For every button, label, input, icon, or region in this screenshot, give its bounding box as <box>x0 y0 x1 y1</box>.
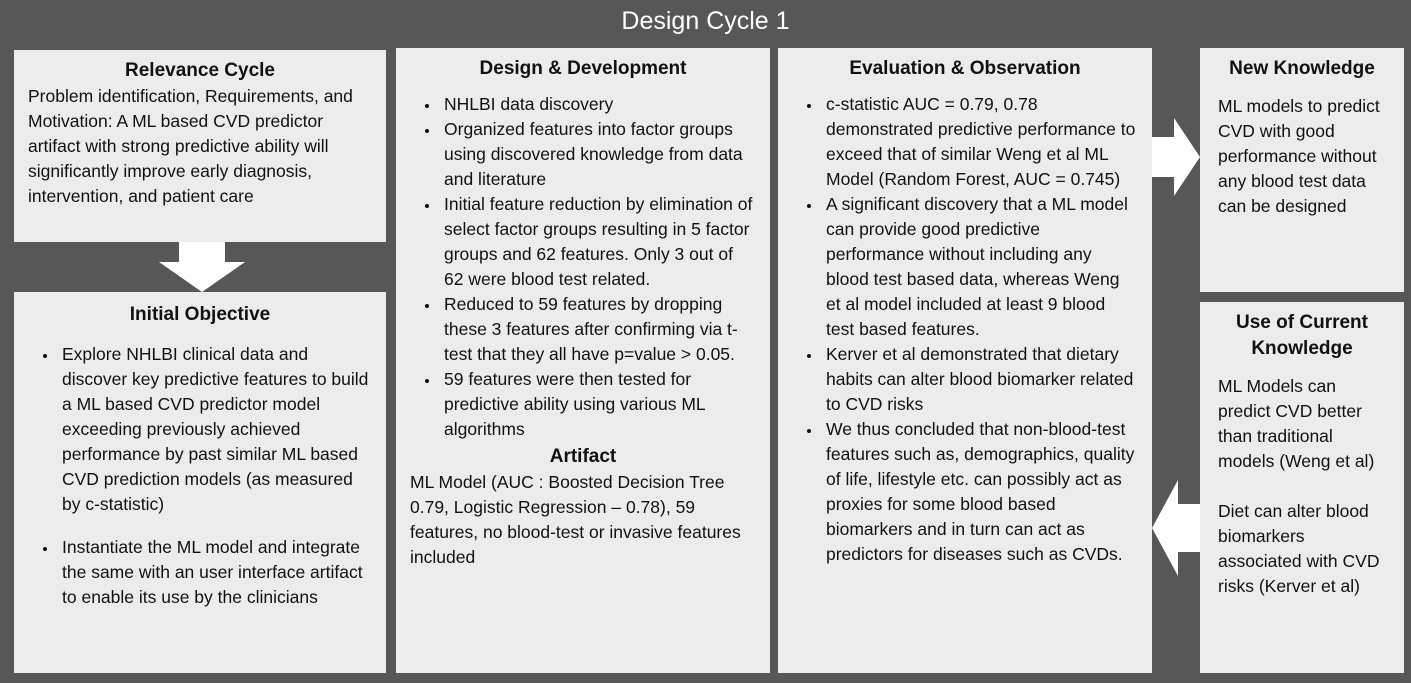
design-item: • Reduced to 59 features by dropping these 3 features after confirming via t-test that they all have p=value > 0.05. <box>440 292 756 367</box>
design-item: • Initial feature reduction by elimination of select factor groups resulting in 5 factor groups and 62 features. Only 3 out of 62 were blood test related. <box>440 192 756 292</box>
design-item: • 59 features were then tested for predictive ability using various ML algorithms <box>440 367 756 442</box>
relevance-cycle-text: Problem identification, Requirements, and Motivation: A ML based CVD predictor artifact with strong predictive ability will significantly improve early diagnosis, intervention, and patient care <box>28 86 353 206</box>
objective-item: • Explore NHLBI clinical data and discover key predictive features to build a ML based CVD predictor model exceeding previously achieved performance by past similar ML based CVD prediction models (as measured by c-statistic) <box>58 342 372 517</box>
design-item: • Organized features into factor groups using discovered knowledge from data and literature <box>440 117 756 192</box>
artifact-text: ML Model (AUC : Boosted Decision Tree 0.79, Logistic Regression – 0.78), 59 features, no blood-test or invasive features included <box>410 472 741 567</box>
initial-objective-heading: Initial Objective <box>129 304 271 325</box>
design-item: • NHLBI data discovery <box>440 92 756 117</box>
objective-item: • Instantiate the ML model and integrate the same with an user interface artifact to enable its use by the clinicians <box>58 535 372 610</box>
right-arrow-icon <box>1152 118 1200 196</box>
evaluation-item: • We thus concluded that non-blood-test features such as, demographics, quality of life, lifestyle etc. can possibly act as proxies for some blood based biomarkers and in turn can act as predictors for diseases such as CVDs. <box>822 417 1138 567</box>
evaluation-item: • c-statistic AUC = 0.79, 0.78 demonstrated predictive performance to exceed that of similar Weng et al ML Model (Random Forest, AUC = 0.745) <box>822 92 1138 192</box>
evaluation-observation-list <box>792 92 1138 567</box>
current-knowledge-text-2: Diet can alter blood biomarkers associated with CVD risks (Kerver et al) <box>1218 501 1380 596</box>
design-development-list <box>410 92 756 442</box>
evaluation-observation-box <box>778 48 1152 673</box>
new-knowledge-heading: New Knowledge <box>1229 58 1375 79</box>
diagram-title: Design Cycle 1 <box>621 7 790 35</box>
current-knowledge-heading: Use of Current Knowledge <box>1236 312 1368 359</box>
artifact-heading: Artifact <box>549 446 617 467</box>
relevance-cycle-box <box>14 50 386 242</box>
initial-objective-box <box>14 292 386 673</box>
evaluation-observation-heading: Evaluation & Observation <box>849 58 1081 79</box>
down-arrow-icon <box>157 242 247 292</box>
new-knowledge-text: ML models to predict CVD with good performance without any blood test data can be designed <box>1218 96 1380 216</box>
new-knowledge-box <box>1200 48 1404 292</box>
current-knowledge-box <box>1200 302 1404 673</box>
evaluation-item: • Kerver et al demonstrated that dietary habits can alter blood biomarker related to CVD risks <box>822 342 1138 417</box>
current-knowledge-text-1: ML Models can predict CVD better than traditional models (Weng et al) <box>1218 376 1375 471</box>
left-arrow-icon <box>1152 480 1200 576</box>
relevance-cycle-heading: Relevance Cycle <box>125 60 275 81</box>
initial-objective-list <box>28 342 372 610</box>
design-development-box <box>396 48 770 673</box>
design-development-heading: Design & Development <box>479 58 687 79</box>
evaluation-item: • A significant discovery that a ML model can provide good predictive performance without including any blood test based data, whereas Weng et al model included at least 9 blood test based features. <box>822 192 1138 342</box>
